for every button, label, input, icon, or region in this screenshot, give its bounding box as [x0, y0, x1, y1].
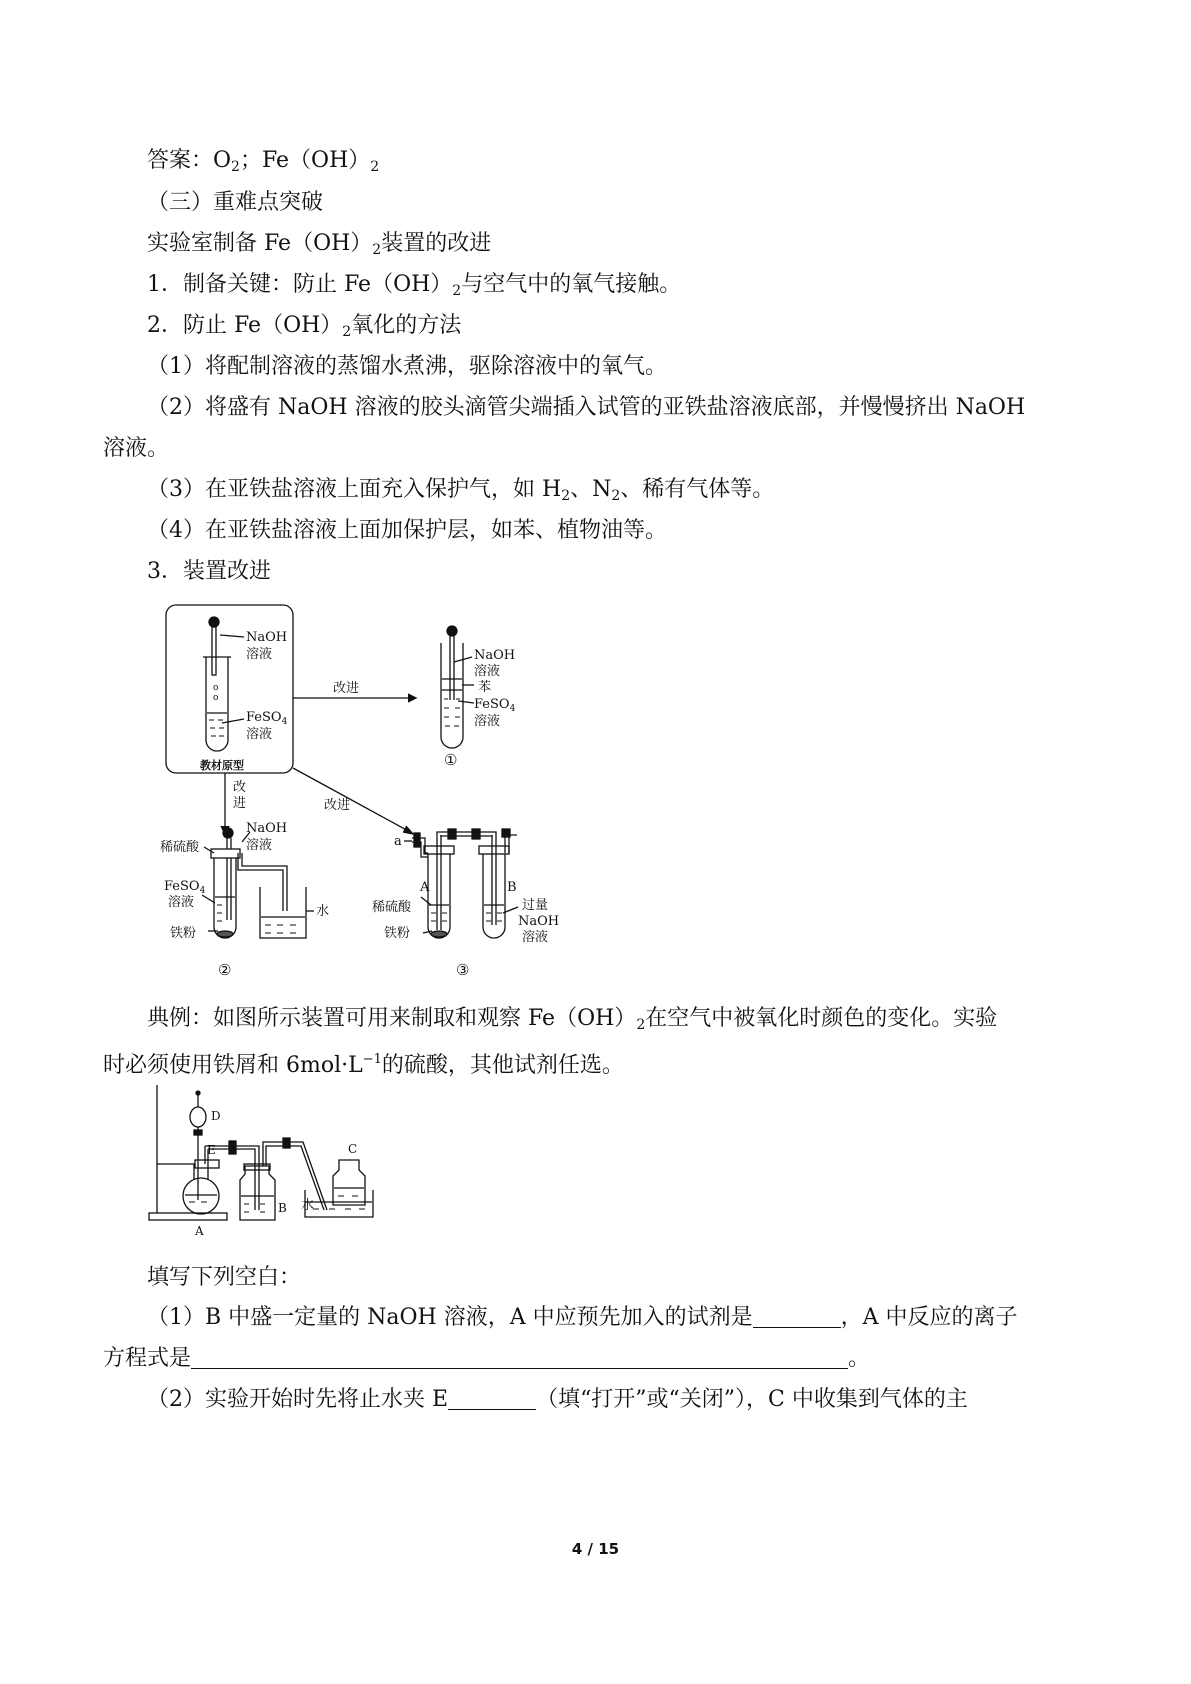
- d2-acid: 稀硫酸: [160, 840, 200, 855]
- question-1-line-2: 方程式是 。: [103, 1346, 871, 1371]
- item-1: 1．制备关键：防止 $Fe(OH)_2$与空气中的氧气接触。: [147, 272, 682, 299]
- device-1-tube: [441, 643, 463, 748]
- label-c: C: [348, 1142, 358, 1156]
- method-2-line-2: 溶液。: [103, 436, 170, 461]
- label-naoh: NaOH: [246, 630, 288, 645]
- apparatus-improvement-figure: [150, 595, 610, 990]
- method-2-line-1: （2）将盛有 NaOH 溶液的胶头滴管尖端插入试管的亚铁盐溶液底部，并慢慢挤出 NaOH: [147, 395, 1026, 420]
- d3-naoh: NaOH: [518, 914, 560, 929]
- d2-number: ②: [218, 961, 232, 979]
- bottle-c: [333, 1160, 365, 1205]
- d1-solution-2: 溶液: [474, 714, 501, 729]
- d3-excess: 过量: [522, 898, 549, 913]
- d3-number: ③: [456, 961, 470, 979]
- example-line-2: 时必须使用铁屑和 $6mol\cdot L^{-1}$的硫酸，其他试剂任选。: [103, 1052, 624, 1078]
- item-2: 2．防止 $Fe(OH)_2$氧化的方法: [147, 313, 462, 340]
- d3-solution: 溶液: [522, 930, 549, 945]
- answer-line: 答案：$O_2$；$Fe(OH)_2$: [147, 148, 380, 175]
- label-solution-2: 溶液: [246, 727, 273, 742]
- water-trough: [305, 1190, 373, 1217]
- flask-a: [183, 1178, 219, 1214]
- d1-solution: 溶液: [474, 664, 501, 679]
- answer-blank-2[interactable]: [191, 1346, 848, 1369]
- d2-solution: 溶液: [246, 838, 273, 853]
- svg-text:o: o: [213, 693, 219, 703]
- label-d: D: [211, 1109, 221, 1123]
- arrow-down-label-2: 进: [233, 796, 247, 811]
- label-e: E: [207, 1143, 216, 1157]
- arrow-right-label: 改进: [333, 681, 360, 696]
- d1-feso4: FeSO$_4$: [474, 697, 516, 714]
- d1-naoh: NaOH: [474, 648, 516, 663]
- section-title: （三）重难点突破: [147, 190, 324, 215]
- device-2-tube: [214, 858, 236, 938]
- label-water: 水: [301, 1198, 315, 1213]
- test-tube: [206, 657, 228, 751]
- d3-a: a: [394, 834, 402, 849]
- d1-benzene: 苯: [478, 680, 492, 695]
- d2-naoh: NaOH: [246, 821, 288, 836]
- d2-feso4: FeSO$_4$: [164, 879, 206, 896]
- arrow-down-label-1: 改: [233, 780, 247, 795]
- method-4: （4）在亚铁盐溶液上面加保护层，如苯、植物油等。: [147, 518, 667, 543]
- arrow-diagonal-label: 改进: [324, 798, 351, 813]
- d3-A: A: [420, 880, 430, 895]
- question-2-line-1: （2）实验开始时先将止水夹 E （填“打开”或“关闭”），C 中收集到气体的主: [147, 1387, 968, 1412]
- device-3-tube-b: [483, 852, 505, 938]
- topic-line: 实验室制备 $Fe(OH)_2$装置的改进: [147, 231, 492, 258]
- method-3: （3）在亚铁盐溶液上面充入保护气，如 $H_2$、$N_2$、稀有气体等。: [147, 477, 775, 504]
- d3-B: B: [507, 880, 517, 895]
- d1-number: ①: [444, 751, 458, 769]
- box-caption: 教材原型: [200, 759, 244, 772]
- page-number: 4 / 15: [571, 1540, 620, 1558]
- svg-text:o: o: [213, 683, 219, 693]
- device-3-tube-a: [428, 852, 450, 938]
- d3-acid: 稀硫酸: [372, 900, 412, 915]
- answer-blank-1[interactable]: [753, 1305, 841, 1328]
- question-1-line-1: （1）B 中盛一定量的 NaOH 溶液，A 中应预先加入的试剂是 ，A 中反应的离子: [147, 1305, 1018, 1330]
- item-3: 3．装置改进: [147, 559, 271, 584]
- d3-iron: 铁粉: [384, 926, 411, 941]
- label-b: B: [278, 1201, 287, 1215]
- arrow-diagonal: [293, 768, 412, 833]
- label-feso4: FeSO$_4$: [246, 710, 288, 727]
- stand-base: [149, 1213, 227, 1220]
- d2-water: 水: [316, 904, 330, 919]
- label-solution: 溶液: [246, 647, 273, 662]
- d2-iron: 铁粉: [170, 926, 197, 941]
- fill-title: 填写下列空白：: [147, 1265, 302, 1290]
- answer-blank-3[interactable]: [448, 1387, 536, 1410]
- d2-solution-2: 溶液: [168, 895, 195, 910]
- preparation-apparatus-figure: [145, 1080, 385, 1240]
- label-a: A: [195, 1224, 204, 1238]
- example-line-1: 典例：如图所示装置可用来制取和观察 $Fe(OH)_2$在空气中被氧化时颜色的变化。实验: [147, 1006, 998, 1033]
- method-1: （1）将配制溶液的蒸馏水煮沸，驱除溶液中的氧气。: [147, 354, 667, 379]
- dropper-tube: [212, 627, 216, 675]
